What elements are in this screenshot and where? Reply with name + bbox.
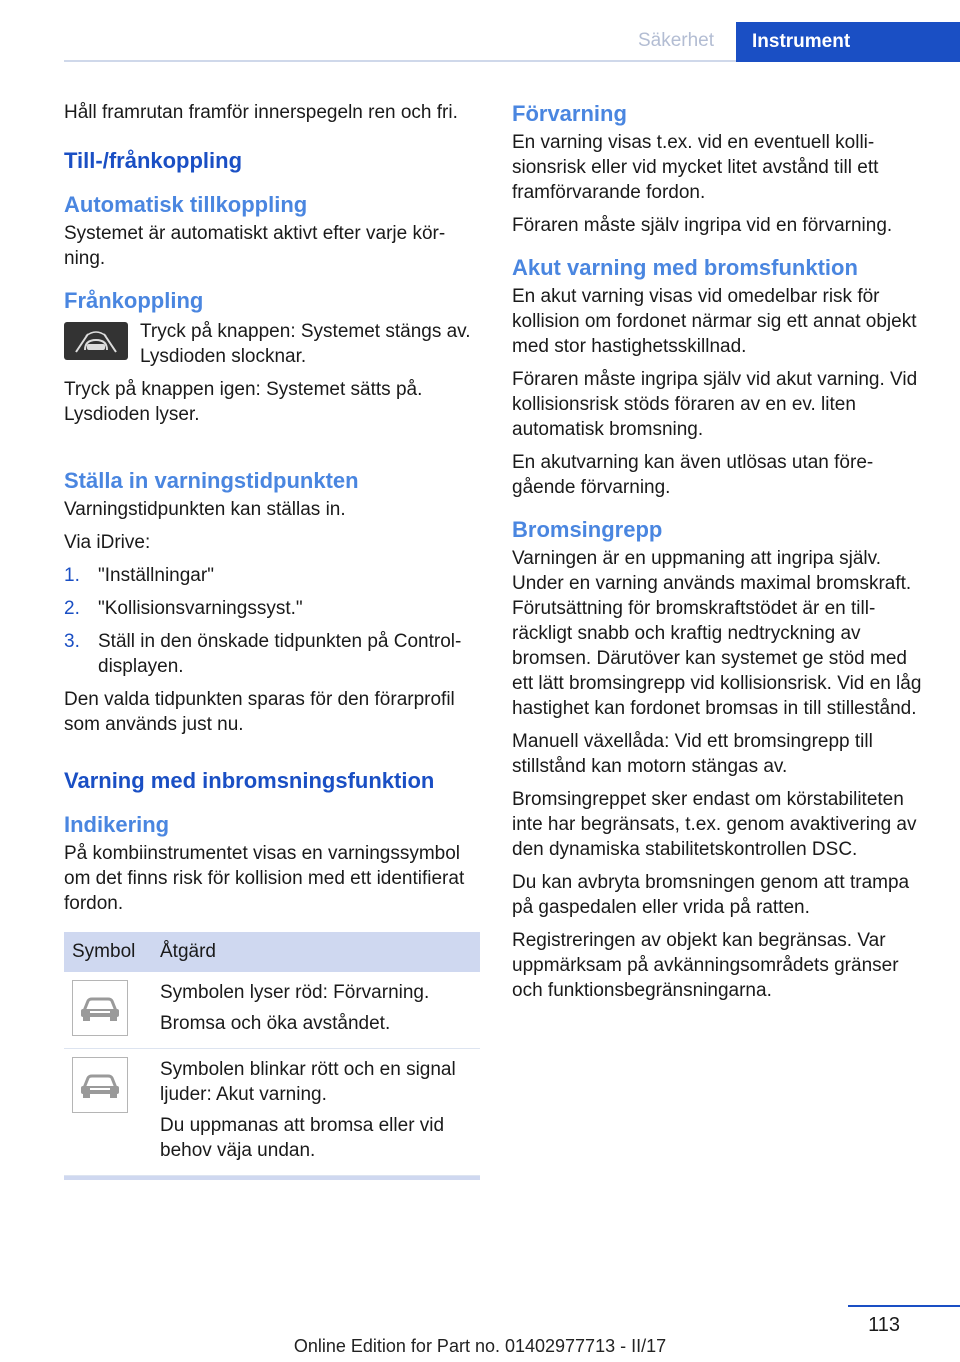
collision-button-icon <box>64 322 128 360</box>
acute-text: En akut varning visas vid omedelbar risk för kollision om fordonet närmar sig ett annat objekt med stor hastighetsskillnad. <box>512 286 917 357</box>
pre-text: En varning visas t.ex. vid en eventuell kollisionsrisk eller vid mycket litet avstånd till ett framförvarande fordon. <box>512 132 879 203</box>
col-action: Åtgärd <box>152 932 480 972</box>
list-item <box>64 596 480 621</box>
action-line: Bromsa och öka avståndet. <box>160 1013 391 1034</box>
car-warning-icon <box>72 980 128 1036</box>
car-warning-icon <box>72 1057 128 1113</box>
heading-onoff: Till-/frånkoppling <box>64 148 243 173</box>
pre-text2: Föraren måste själv ingripa vid en förvarning. <box>512 215 893 236</box>
list-item <box>64 563 480 588</box>
list-item <box>64 629 480 679</box>
ind-text: På kombiinstrumentet visas en varningssymbol om det finns risk för kollision med ett identifierat fordon. <box>64 843 465 914</box>
action-cell <box>152 972 480 1049</box>
table-row <box>64 1049 480 1176</box>
step-number: 1. <box>64 565 80 586</box>
heading-time: Ställa in varningstidpunkten <box>64 468 359 493</box>
brake-text: Varningen är en uppmaning att ingripa själv. Under en varning används maximal bromskraft. Förutsättning för bromskraftstödet är en tillräckligt snabb och kraftig nedtryckning av bromsen. Därutöver kan systemet ge stöd med ett lätt bromsingrepp vid kollisionsrisk. Vid en låg hastighet kan fordonet bromsas in till stillestånd. <box>512 548 922 719</box>
footer-edition: Online Edition for Part no. 01402977713 - II/17 <box>293 1336 667 1356</box>
page-number-rule <box>848 1305 960 1307</box>
saved-text: Den valda tidpunkten sparas för den förarprofil som används just nu. <box>64 689 455 735</box>
brake-text2: Manuell växellåda: Vid ett bromsingrepp till stillstånd kan motorn stängas av. <box>512 731 873 777</box>
table-end-rule <box>64 1176 480 1180</box>
action-line: Symbolen blinkar rött och en signal ljuder: Akut varning. <box>160 1059 456 1105</box>
brake-text3: Bromsingreppet sker endast om körstabiliteten inte har begränsats, t.ex. genom avaktivering av den dynamiska stabilitetskontrollen DSC. <box>512 789 917 860</box>
step-text: Ställ in den önskade tidpunkten på Control-displayen. <box>98 631 462 677</box>
heading-pre: Förvarning <box>512 101 627 126</box>
acute-text3: En akutvarning kan även utlösas utan föregående förvarning. <box>512 452 874 498</box>
off-text: Tryck på knappen: Systemet stängs av. Lysdioden slocknar. <box>140 321 471 367</box>
auto-text: Systemet är automatiskt aktivt efter varje körning. <box>64 223 446 269</box>
col-symbol: Symbol <box>64 932 152 972</box>
heading-warn: Varning med inbromsningsfunktion <box>64 768 435 793</box>
right-column <box>512 100 928 1011</box>
brake-text5: Registreringen av objekt kan begränsas. Var uppmärksam på avkänningsområdets gränser och funktionsbegränsningarna. <box>512 930 899 1001</box>
step-number: 2. <box>64 598 80 619</box>
tab-sakerhet[interactable]: Säkerhet <box>637 30 715 51</box>
step-text: "Kollisionsvarningssyst." <box>98 598 303 619</box>
acute-text2: Föraren måste ingripa själv vid akut varning. Vid kollisionsrisk stöds föraren av en ev. liten automatisk bromsning. <box>512 369 918 440</box>
heading-off: Frånkoppling <box>64 288 204 313</box>
symbol-cell <box>64 1049 152 1176</box>
action-line: Symbolen lyser röd: Förvarning. <box>160 982 430 1003</box>
heading-auto: Automatisk tillkoppling <box>64 192 308 217</box>
via-text: Via iDrive: <box>64 532 151 553</box>
again-text: Tryck på knappen igen: Systemet sätts på. Lysdioden lyser. <box>64 379 423 425</box>
left-column <box>64 100 480 1180</box>
heading-ind: Indikering <box>64 812 170 837</box>
intro-text: Håll framrutan framför innerspegeln ren och fri. <box>64 102 458 123</box>
heading-brake: Bromsingrepp <box>512 517 663 542</box>
button-row <box>64 319 480 377</box>
heading-acute: Akut varning med bromsfunktion <box>512 255 858 280</box>
action-line: Du uppmanas att bromsa eller vid behov väja undan. <box>160 1115 445 1161</box>
symbol-cell <box>64 972 152 1049</box>
symbol-table <box>64 932 480 1176</box>
page-number: 113 <box>868 1314 900 1336</box>
time-text: Varningstidpunkten kan ställas in. <box>64 499 346 520</box>
steps-list <box>64 563 480 679</box>
brake-text4: Du kan avbryta bromsningen genom att trampa på gaspedalen eller vrida på ratten. <box>512 872 910 918</box>
table-header-row <box>64 932 480 972</box>
action-cell <box>152 1049 480 1176</box>
step-number: 3. <box>64 631 80 652</box>
tab-instrument[interactable]: Instrument <box>736 22 960 62</box>
step-text: "Inställningar" <box>98 565 214 586</box>
table-row <box>64 972 480 1049</box>
